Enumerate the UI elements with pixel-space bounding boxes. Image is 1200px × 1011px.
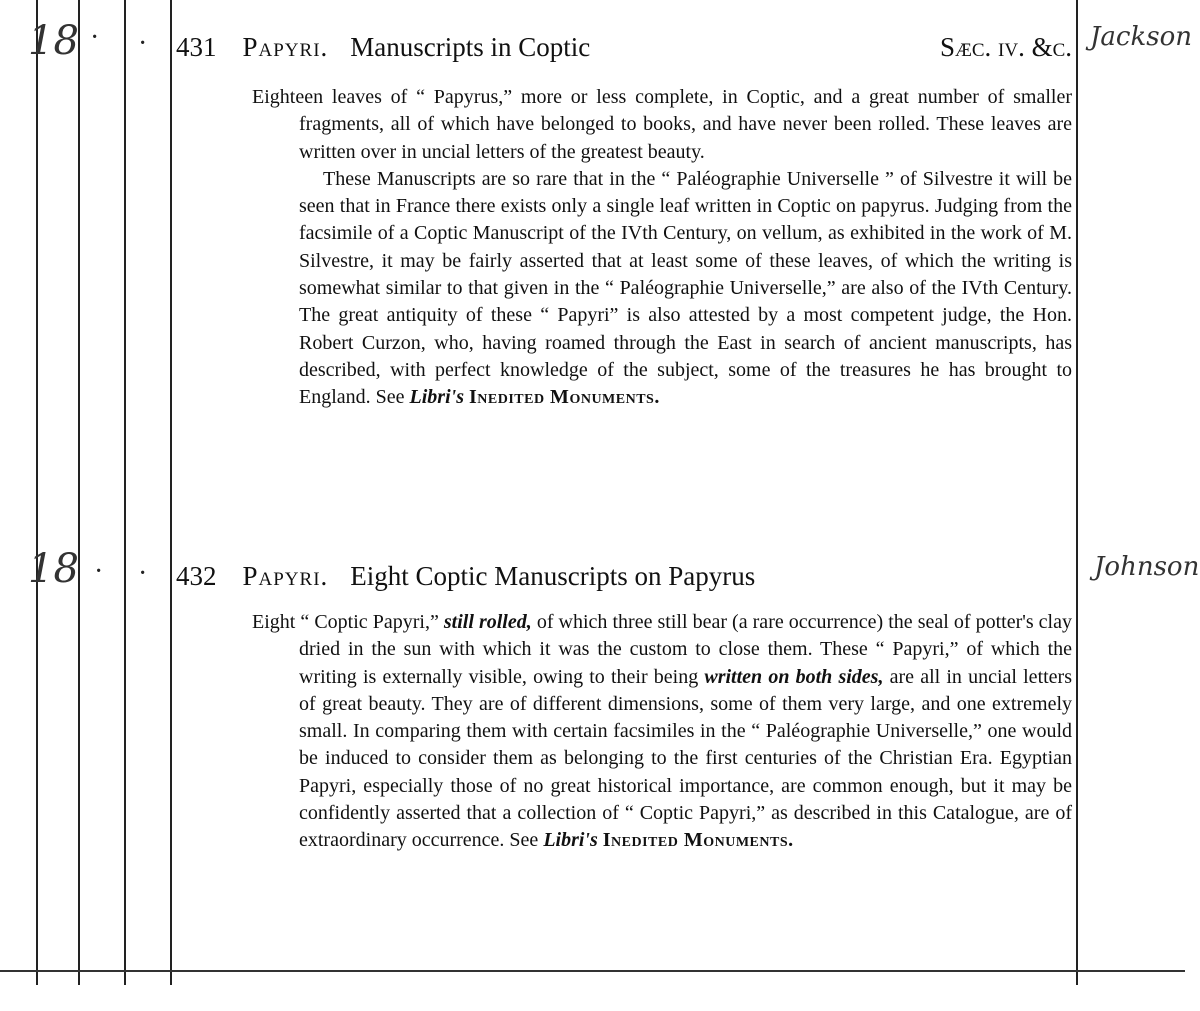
- margin-dot: ·: [94, 556, 104, 587]
- lot-heading: [176, 559, 1072, 593]
- handwritten-price: 18: [28, 18, 79, 64]
- lot-number: 431: [176, 32, 217, 62]
- handwritten-buyer: Jackson: [1090, 22, 1192, 52]
- handwritten-buyer: Johnson: [1094, 552, 1200, 582]
- reference-author: Libri's: [409, 386, 464, 409]
- lot-category: Papyri.: [242, 32, 329, 62]
- margin-rule-2: [78, 0, 80, 985]
- lot-description: [252, 609, 1072, 855]
- paragraph-text: are all in uncial letters of great beauty. They are of different dimensions, some of them very large, and one extremely small. In comparing them with certain facsimiles in the “ Paléographie Universelle,” one would be induced to consider them as belonging to the first centuries of the Christian Era. Egyptian Papyri, especially those of no great historical importance, are common enough, but it may be confidently asserted that a collection of “ Coptic Papyri,” as described in this Catalogue, are of extraordinary occurrence. See: [299, 665, 1072, 852]
- lot-title: Manuscripts in Coptic: [350, 32, 591, 62]
- margin-rule-5: [1076, 0, 1078, 985]
- paragraph-text: of which three still bear (a rare occurrence) the seal of potter's clay dried in the sun with which it was the custom to close them. These “ Papyri,” of which the writing is externally visible, owing to their being: [299, 611, 1072, 688]
- margin-rule-4: [170, 0, 172, 985]
- emphasis-text: still rolled,: [443, 611, 532, 633]
- reference-title: Inedited Monuments.: [602, 829, 794, 852]
- description-paragraph: [252, 609, 1072, 855]
- margin-rule-3: [124, 0, 126, 985]
- paragraph-text: These Manuscripts are so rare that in the “ Paléographie Universelle ” of Silvestre it will be seen that in France there exists only a single leaf written in Coptic on papyrus. Judging from the facsimile of a Coptic Manuscript of the IVth Century, on vellum, as exhibited in the work of M. Silvestre, it may be fairly asserted that at least some of these leaves, of which the writing is somewhat similar to that given in the “ Paléographie Universelle,” are also of the IVth Century. The great antiquity of these “ Papyri” is also attested by a most competent judge, the Hon. Robert Curzon, who, having roamed through the East in search of ancient manuscripts, has described, with perfect knowledge of the subject, some of the treasures he has brought to England. See: [299, 167, 1072, 409]
- handwritten-price: 18: [28, 546, 79, 592]
- lot-category: Papyri.: [242, 561, 329, 591]
- lot-description: [252, 84, 1072, 412]
- bottom-rule: [0, 970, 1185, 972]
- reference-title: Inedited Monuments.: [468, 386, 660, 409]
- reference-author: Libri's: [543, 829, 598, 852]
- lot-heading: [176, 30, 1072, 64]
- margin-dot: ·: [90, 22, 100, 53]
- margin-dot: ·: [138, 558, 148, 589]
- margin-rule-1: [36, 0, 38, 985]
- lot-date: Sæc. iv. &c.: [939, 32, 1072, 62]
- emphasis-text: written on both sides,: [704, 665, 884, 688]
- paragraph-text: Eight “ Coptic Papyri,”: [252, 611, 439, 633]
- lot-number: 432: [176, 561, 217, 591]
- margin-dot: ·: [138, 28, 148, 59]
- description-paragraph: Eighteen leaves of “ Papyrus,” more or less complete, in Coptic, and a great number of smaller fragments, all of which have belonged to books, and have never been rolled. These leaves are written over in uncial letters of the greatest beauty.: [252, 86, 1072, 163]
- description-paragraph: [252, 166, 1072, 412]
- lot-title: Eight Coptic Manuscripts on Papyrus: [350, 561, 756, 591]
